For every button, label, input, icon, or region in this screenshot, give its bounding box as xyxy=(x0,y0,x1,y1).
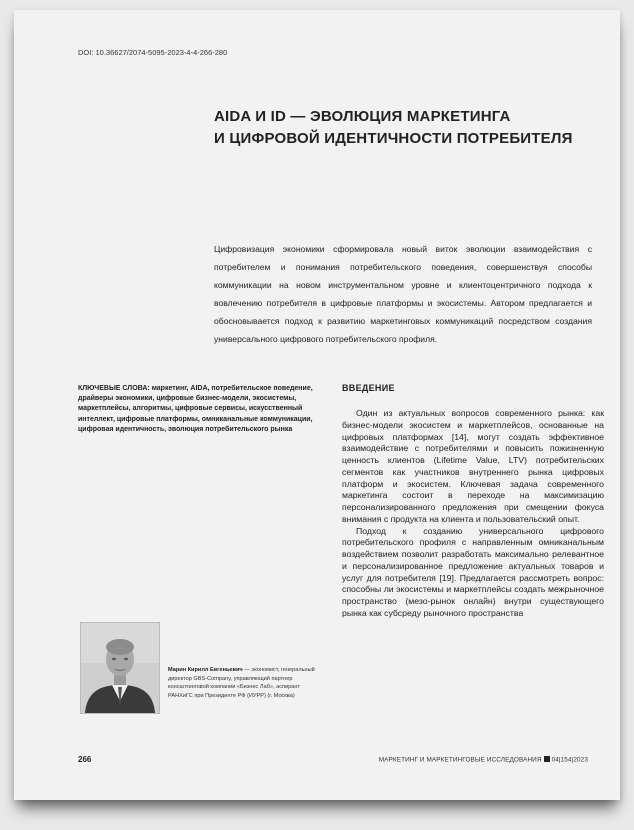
author-bio: — экономист, генеральный директор GBS-Company, управляющий партнер консалтинговой компании «Бизнес Лаб», аспирант РАНХиГС при Президенте РФ (ИУРР) (г. Москва) xyxy=(168,667,315,699)
article-title xyxy=(214,106,594,150)
author-photo xyxy=(80,622,160,714)
author-portrait-image xyxy=(81,623,159,713)
journal-page xyxy=(14,10,620,800)
running-footer xyxy=(379,756,588,764)
journal-name: МАРКЕТИНГ И МАРКЕТИНГОВЫЕ ИССЛЕДОВАНИЯ xyxy=(378,756,542,764)
abstract: Цифровизация экономики сформировала новый виток эволюции взаимодействия с потребителем и понимания потребительского поведения, совершенствуя способы коммуникации на новом инструментальном уровне и клиентоцентричного подхода к вовлечению потребителя в цифровые платформы и экосистемы. Автором предлагается и обосновывается подход к развитию маркетинговых коммуникаций посредством создания универсального цифрового потребительского профиля. xyxy=(214,244,592,344)
body-text xyxy=(342,408,604,620)
doi[interactable]: DOI: 10.36627/2074-5095-2023-4-4-266-280 xyxy=(78,48,228,57)
page-number: 266 xyxy=(78,755,92,764)
issue-number: 04|154|2023 xyxy=(551,756,588,764)
keywords: КЛЮЧЕВЫЕ СЛОВА: маркетинг, AIDA, потребительское поведение, драйверы экономики, цифровые бизнес-модели, экосистемы, маркетплейсы, алгоритмы, цифровые сервисы, искусственный интеллект, цифровые платформы, омниканальные коммуникации, цифровая идентичность, эволюция потребительского рынка xyxy=(78,385,313,433)
article-title-line-2: И ЦИФРОВОЙ ИДЕНТИЧНОСТИ ПОТРЕБИТЕЛЯ xyxy=(214,130,573,147)
section-title: ВВЕДЕНИЕ xyxy=(342,383,395,393)
square-bullet-icon xyxy=(544,756,550,762)
paragraph: Подход к созданию универсального цифрового потребительского профиля с направленным омниканальным воздействием позволит разработать максимально релевантное и персонализированное предложение актуальных товаров и услуг для потребителя [19]. Предлагается рассмотреть вопрос: способны ли экосистемы и маркетплейсы создать межрыночное пространство (мезо-рынок онлайн) внутри существующего рынка как субсреду рыночного пространства xyxy=(342,525,604,618)
author-info xyxy=(168,666,320,700)
paragraph: Один из актуальных вопросов современного рынка: как бизнес-модели экосистем и маркетплейсов, основанные на цифровых платформах [14], могут создать эффективное взаимодействие с потребителями и повысить пожизненную ценность клиентов (Lifetime Value, LTV) потребительских сегментов как участников внутреннего рынка цифровых платформ и экосистем. Ключевая задача современного маркетинга состоит в переходе на максимизацию персонализированного предложения при смещении фокуса внимания с продукта на клиента и пользовательский опыт. xyxy=(342,408,604,524)
author-name: Марин Кирилл Евгеньевич xyxy=(168,667,243,673)
article-title-line-1: AIDA И ID — ЭВОЛЮЦИЯ МАРКЕТИНГА xyxy=(214,108,511,125)
